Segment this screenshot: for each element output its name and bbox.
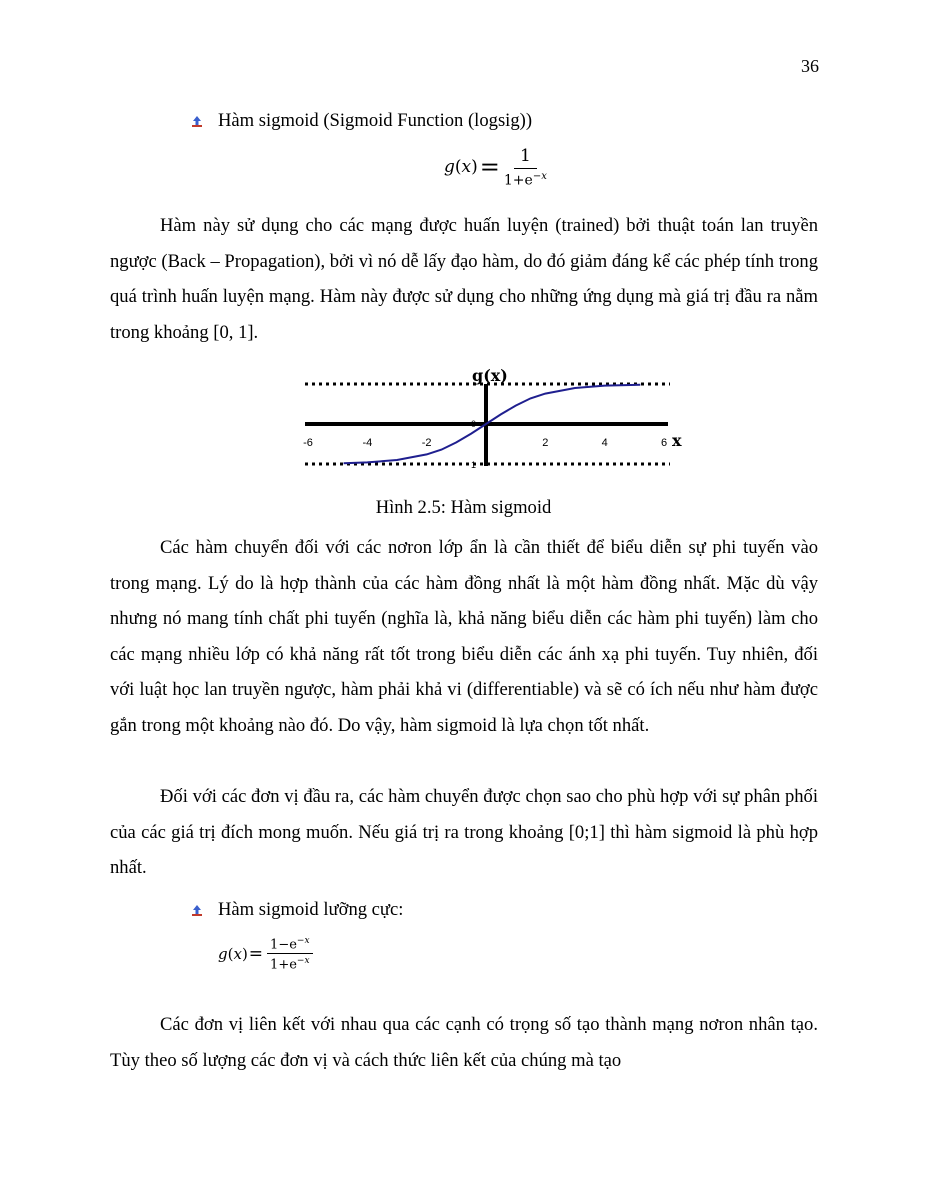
formula2-fraction	[267, 936, 312, 973]
formula2-num-base: 1−e	[270, 937, 297, 953]
formula-numerator: 1	[514, 146, 537, 169]
x-tick-label: 4	[601, 437, 608, 449]
bullet-arrow-icon	[190, 903, 204, 917]
paragraph-sigmoid-usage: Hàm này sử dụng cho các mạng được huấn luyện (trained) bởi thuật toán lan truyền ngược (Back – Propagation), bởi vì nó dễ lấy đạo hàm, do đó giảm đáng kể các phép tính trong quá trình huấn luyện mạng. Hàm này được sử dụng cho những ứng dụng mà giá trị đầu ra nằm trong khoảng [0, 1].	[110, 215, 818, 343]
x-tick-label: 2	[542, 437, 549, 449]
x-tick-label: -4	[362, 437, 373, 449]
y-axis-label: g(x)	[472, 366, 508, 385]
bullet-sigmoid-label: Hàm sigmoid (Sigmoid Function (logsig))	[218, 110, 533, 131]
x-tick-label: -2	[421, 437, 432, 449]
figure-caption: Hình 2.5: Hàm sigmoid	[375, 497, 552, 518]
formula-fraction	[504, 146, 547, 189]
page-number: 36	[801, 56, 819, 76]
y-tick-label: 0	[470, 419, 476, 429]
bipolar-sigmoid-formula: g ( x ) = $\frac{1-e^{-x}}{1+e^{-x}}$	[218, 936, 313, 973]
x-tick-label: -6	[303, 437, 313, 449]
formula2-lhs: g	[218, 945, 228, 964]
formula-lhs: g	[444, 157, 455, 178]
x-tick-label: 6	[660, 437, 668, 449]
x-axis-label: x	[672, 431, 682, 450]
paragraph-network-units: Các đơn vị liên kết với nhau qua các cạnh có trọng số tạo thành mạng nơron nhân tạo. Tùy theo số lượng các đơn vị và cách thức liên kết của chúng mà tạo	[110, 1014, 818, 1071]
formula-eq: =	[479, 153, 500, 182]
paragraph-output-units: Đối với các đơn vị đầu ra, các hàm chuyển được chọn sao cho phù hợp với sự phân phối của các giá trị đích mong muốn. Nếu giá trị ra trong khoảng [0;1] thì hàm sigmoid là phù hợp nhất.	[110, 786, 818, 878]
sigmoid-formula: g ( x ) = $\frac{1}{1+e^{-x}}$	[444, 146, 547, 189]
y-tick-label: 1	[470, 460, 476, 470]
formula-den-base: 1+e	[503, 172, 533, 189]
bullet-sigmoid	[190, 110, 532, 132]
bullet-bipolar-sigmoid	[190, 899, 403, 921]
bullet-bipolar-label: Hàm sigmoid lưỡng cực:	[218, 899, 404, 920]
formula2-arg: x	[233, 945, 242, 964]
bullet-arrow-icon	[190, 114, 204, 128]
paragraph-hidden-layer: Các hàm chuyển đối với các nơron lớp ẩn là cần thiết để biểu diễn sự phi tuyến vào trong mạng. Lý do là hợp thành của các hàm đồng nhất là một hàm đồng nhất. Mặc dù vậy nhưng nó mang tính chất phi tuyến (nghĩa là, khả năng biểu diễn các hàm phi tuyến) làm cho các mạng nhiều lớp có khả năng rất tốt trong biểu diễn các ánh xạ phi tuyến. Tuy nhiên, đối với luật học lan truyền ngược, hàm phải khả vi (differentiable) và sẽ có ích nếu như hàm được gắn trong một khoảng nào đó. Do vậy, hàm sigmoid là lựa chọn tốt nhất.	[110, 537, 818, 736]
formula2-num-exp: −x	[296, 936, 310, 946]
formula2-den-exp: −x	[296, 956, 310, 967]
formula-arg: x	[461, 157, 472, 178]
formula2-eq: =	[248, 944, 264, 965]
sigmoid-chart	[300, 362, 690, 474]
y-tick-labels	[471, 419, 476, 470]
formula2-den-base: 1+e	[270, 957, 297, 973]
formula-den-exp: −x	[532, 171, 547, 182]
